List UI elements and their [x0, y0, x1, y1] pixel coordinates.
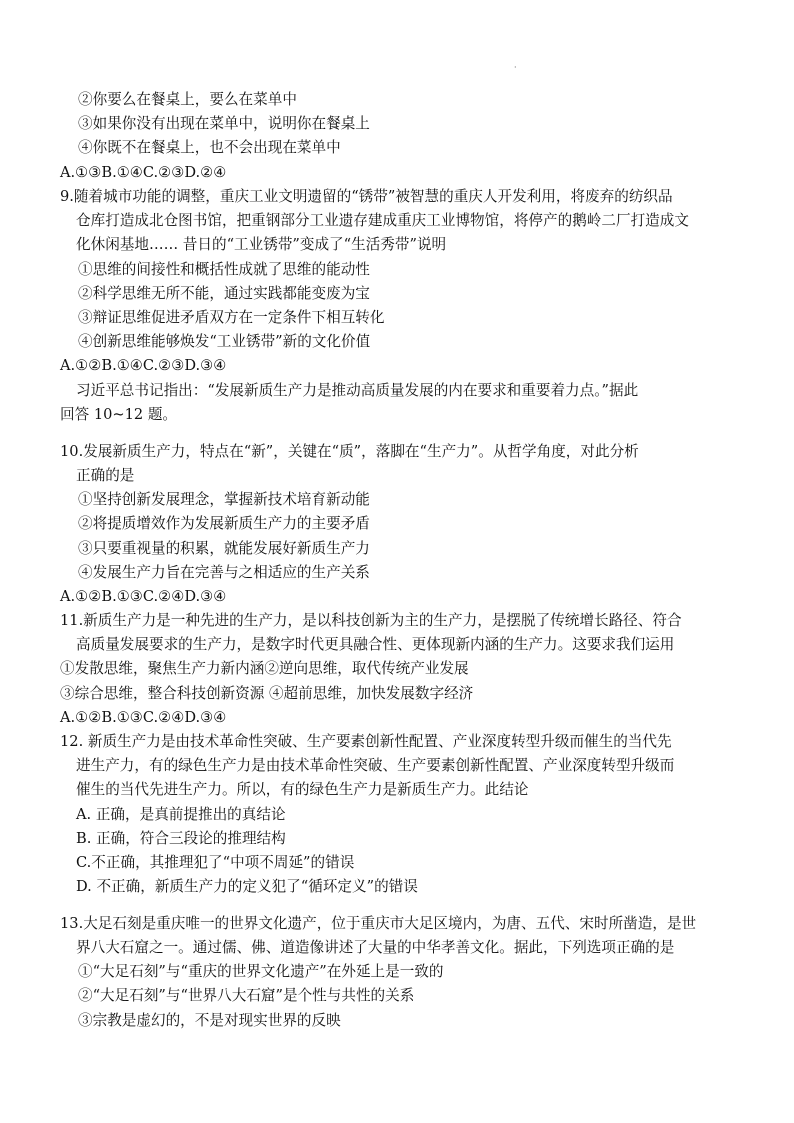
q11-option-line-1: ①发散思维，聚焦生产力新内涵②逆向思维，取代传统产业发展 — [60, 660, 469, 677]
q10-option-2: ②将提质增效作为发展新质生产力的主要矛盾 — [78, 515, 370, 532]
q9-option-3: ③辩证思维促进矛盾双方在一定条件下相互转化 — [78, 309, 385, 326]
q12-option-b: B. 正确，符合三段论的推理结构 — [76, 830, 286, 847]
q11-answer-choices: A.①②B.①③C.②④D.③④ — [60, 709, 227, 726]
q9-answer-choices: A.①②B.①④C.②③D.③④ — [60, 357, 227, 374]
q8-answer-choices: A.①③B.①④C.②③D.②④ — [60, 164, 227, 181]
q10-stem-line-2: 正确的是 — [76, 467, 135, 484]
q13-stem-line-1: 13.大足石刻是重庆唯一的世界文化遗产，位于重庆市大足区境内，为唐、五代、宋时所凿造，是世 — [60, 915, 697, 932]
q9-stem-line-1: 9.随着城市功能的调整，重庆工业文明遗留的“锈带”被智慧的重庆人开发利用，将废弃的纺织品 — [60, 188, 673, 205]
q10-stem-line-1: 10.发展新质生产力，特点在“新”，关键在“质”，落脚在“生产力”。从哲学角度，对此分析 — [60, 443, 639, 460]
q8-option-3: ③如果你没有出现在菜单中，说明你在餐桌上 — [78, 115, 370, 132]
q9-stem-line-2: 仓库打造成北仓图书馆，把重钢部分工业遗存建成重庆工业博物馆，将停产的鹅岭二厂打造成文 — [76, 212, 689, 229]
q9-option-1: ①思维的间接性和概括性成就了思维的能动性 — [78, 261, 370, 278]
q12-option-a: A. 正确，是真前提推出的真结论 — [76, 806, 286, 823]
q13-option-3: ③宗教是虚幻的，不是对现实世界的反映 — [78, 1012, 341, 1029]
q9-option-2: ②科学思维无所不能，通过实践都能变废为宝 — [78, 285, 370, 302]
q9-option-4: ④创新思维能够焕发“工业锈带”新的文化价值 — [78, 333, 371, 350]
q8-option-4: ④你既不在餐桌上，也不会出现在菜单中 — [78, 139, 341, 156]
q10-option-3: ③只要重视量的积累，就能发展好新质生产力 — [78, 540, 370, 557]
q9-stem-line-3: 化休闲基地…… 昔日的“工业锈带”变成了“生活秀带”说明 — [76, 236, 447, 253]
q13-option-1: ①“大足石刻”与“重庆的世界文化遗产”在外延上是一致的 — [78, 963, 444, 980]
q8-option-2: ②你要么在餐桌上，要么在菜单中 — [78, 91, 297, 108]
q12-option-c: C.不正确，其推理犯了“中项不周延”的错误 — [76, 854, 355, 871]
q10-answer-choices: A.①②B.①③C.②④D.③④ — [60, 588, 227, 605]
q13-stem-line-2: 界八大石窟之一。通过儒、佛、道造像讲述了大量的中华孝善文化。据此，下列选项正确的是 — [76, 939, 675, 956]
q10-option-1: ①坚持创新发展理念，掌握新技术培育新动能 — [78, 491, 370, 508]
q11-stem-line-2: 高质量发展要求的生产力，是数字时代更具融合性、更体现新内涵的生产力。这要求我们运用 — [76, 636, 675, 653]
q10-option-4: ④发展生产力旨在完善与之相适应的生产关系 — [78, 564, 370, 581]
q12-option-d: D. 不正确，新质生产力的定义犯了“循环定义”的错误 — [76, 878, 418, 895]
q12-stem-line-1: 12. 新质生产力是由技术革命性突破、生产要素创新性配置、产业深度转型升级而催生的当代先 — [60, 733, 672, 750]
q11-stem-line-1: 11.新质生产力是一种先进的生产力，是以科技创新为主的生产力，是摆脱了传统增长路径、符合 — [60, 612, 682, 629]
intro-line-1: 习近平总书记指出：“发展新质生产力是推动高质量发展的内在要求和重要着力点。”据此 — [76, 382, 639, 399]
intro-line-2: 回答 10~12 题。 — [60, 406, 178, 423]
q12-stem-line-3: 催生的当代先进生产力。所以，有的绿色生产力是新质生产力。此结论 — [76, 781, 529, 798]
q13-option-2: ②“大足石刻”与“世界八大石窟”是个性与共性的关系 — [78, 987, 415, 1004]
q11-option-line-2: ③综合思维，整合科技创新资源 ④超前思维，加快发展数字经济 — [60, 685, 474, 702]
q12-stem-line-2: 进生产力，有的绿色生产力是由技术革命性突破、生产要素创新性配置、产业深度转型升级而 — [76, 757, 675, 774]
header-mark: · — [514, 63, 517, 72]
